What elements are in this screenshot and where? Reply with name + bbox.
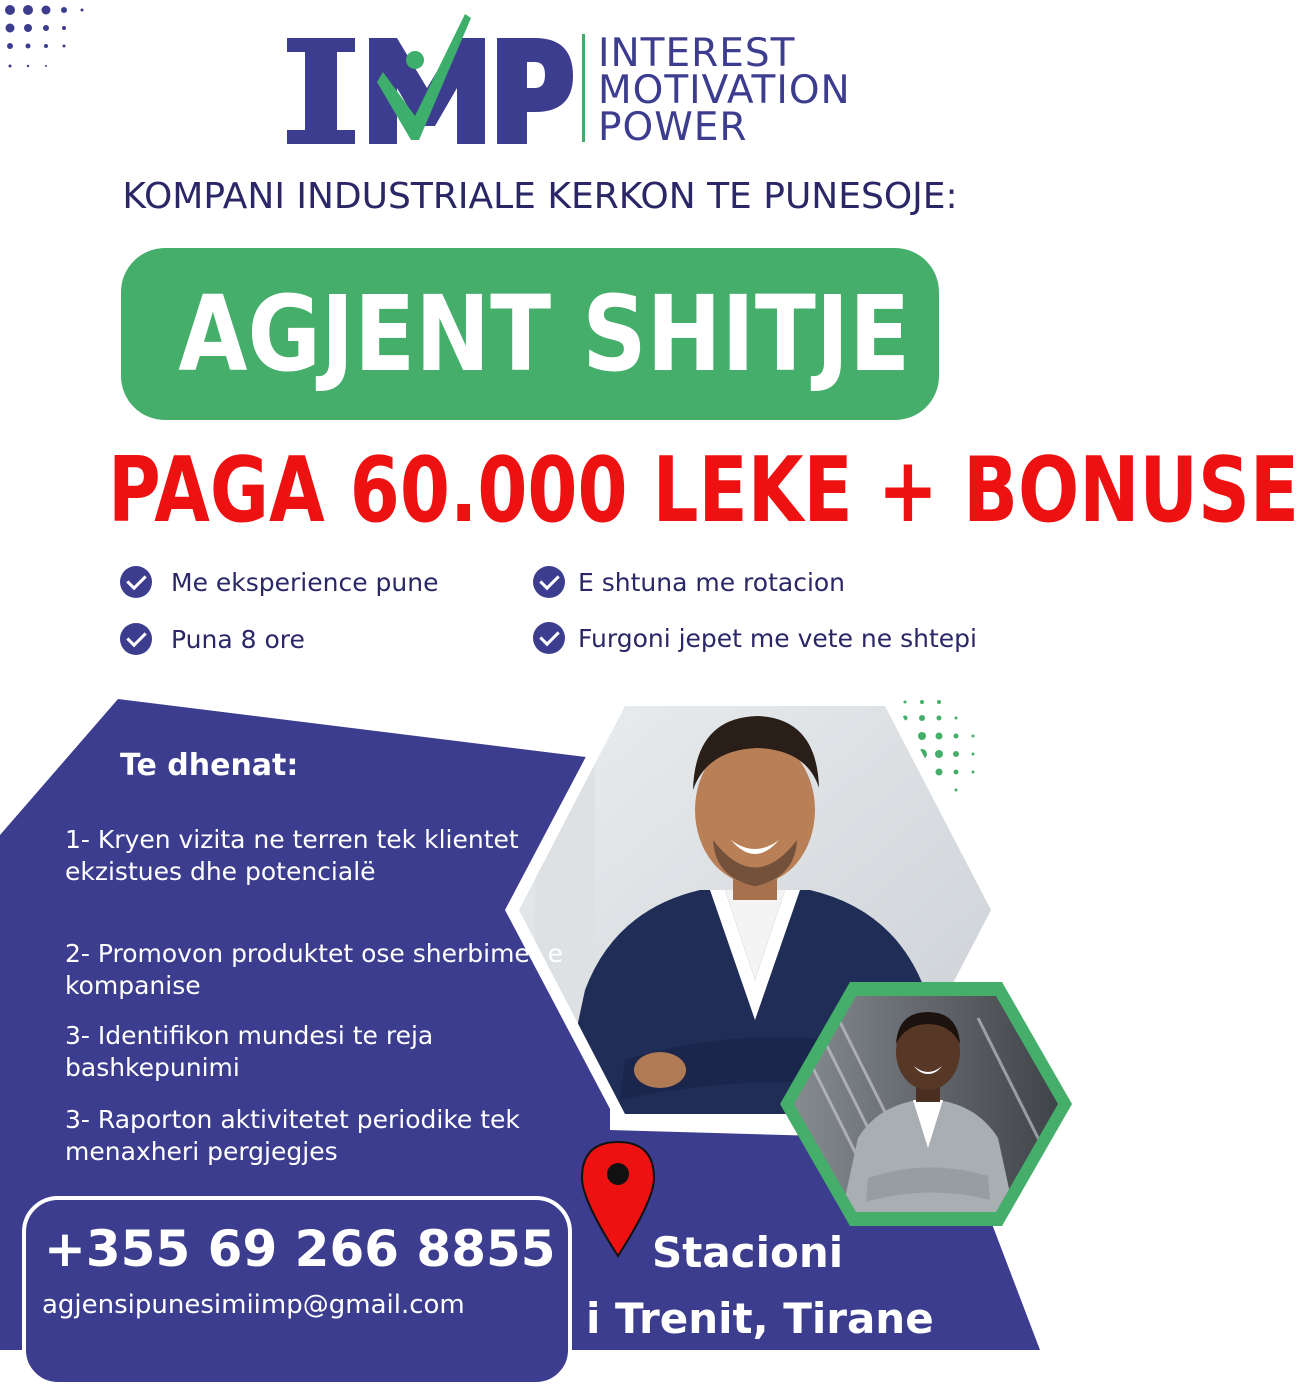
location-line-2: i Trenit, Tirane bbox=[586, 1294, 934, 1343]
map-pin-icon bbox=[578, 1138, 658, 1258]
feature-item bbox=[120, 621, 305, 657]
feature-text: Furgoni jepet me vete ne shtepi bbox=[578, 623, 977, 653]
feature-text: E shtuna me rotacion bbox=[578, 567, 846, 597]
salary-text: PAGA 60.000 LEKE + BONUSE bbox=[108, 438, 1299, 543]
logo-tagline-line-2: MOTIVATION bbox=[598, 68, 851, 113]
secondary-photo bbox=[778, 978, 1074, 1230]
detail-item: 2- Promovon produktet ose sherbimet e kompanise bbox=[65, 939, 563, 1000]
email-address[interactable]: agjensipunesimiimp@gmail.com bbox=[42, 1290, 465, 1320]
logo-divider bbox=[582, 34, 585, 142]
feature-text: Puna 8 ore bbox=[171, 624, 305, 654]
check-circle-icon bbox=[120, 623, 152, 655]
logo-tagline-line-3: POWER bbox=[598, 105, 748, 150]
job-title: AGJENT SHITJE bbox=[178, 273, 911, 395]
check-circle-icon bbox=[120, 566, 152, 598]
feature-text: Me eksperience pune bbox=[171, 567, 439, 597]
check-circle-icon bbox=[533, 622, 565, 654]
detail-item: 1- Kryen vizita ne terren tek klientet ekzistues dhe potencialë bbox=[65, 825, 519, 886]
imp-logo-icon bbox=[285, 8, 575, 148]
details-title: Te dhenat: bbox=[120, 748, 299, 783]
location-line-1: Stacioni bbox=[652, 1228, 844, 1277]
dot-pattern-top-left bbox=[5, 5, 84, 68]
check-circle-icon bbox=[533, 566, 565, 598]
headline: KOMPANI INDUSTRIALE KERKON TE PUNESOJE: bbox=[122, 176, 958, 217]
feature-item bbox=[533, 620, 977, 656]
phone-number[interactable]: +355 69 266 8855 bbox=[44, 1220, 556, 1278]
feature-item bbox=[533, 564, 845, 600]
detail-item: 3- Identifikon mundesi te reja bashkepunimi bbox=[65, 1021, 434, 1082]
detail-item: 3- Raporton aktivitetet periodike tek menaxheri pergjegjes bbox=[65, 1105, 520, 1166]
logo-tagline-line-1: INTEREST bbox=[598, 31, 796, 76]
feature-item bbox=[120, 564, 439, 600]
